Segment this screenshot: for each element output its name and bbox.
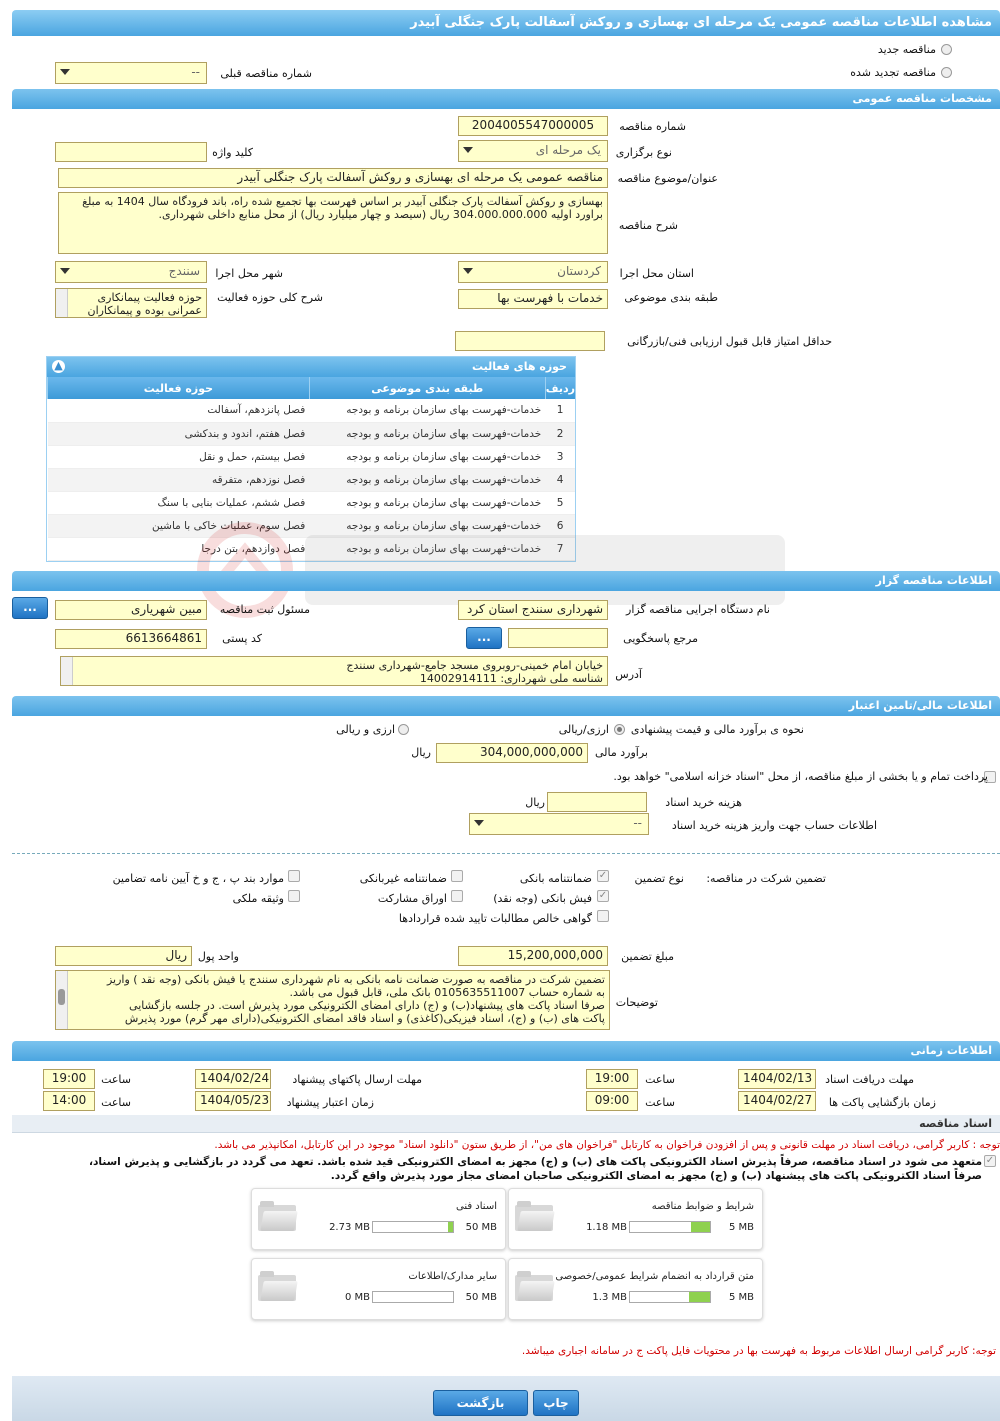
row-category: خدمات-فهرست بهای سازمان برنامه و بودجه: [309, 445, 545, 468]
upload-progress: [629, 1221, 711, 1233]
category-field: خدمات با فهرست بها: [458, 289, 608, 309]
print-button[interactable]: چاپ: [533, 1390, 579, 1416]
reference-label: مرجع پاسخگویی: [623, 632, 698, 645]
file-size: 2.73 MB: [329, 1222, 370, 1233]
row-number: 6: [545, 514, 575, 537]
valid-date: 1404/05/23: [195, 1091, 271, 1111]
valid-label: زمان اعتبار پیشنهاد: [286, 1096, 374, 1109]
row-category: خدمات-فهرست بهای سازمان برنامه و بودجه: [309, 399, 545, 422]
file-name: اسناد فنی: [456, 1201, 497, 1212]
renewed-tender-label: مناقصه تجدید شده: [850, 66, 936, 79]
docs-note2: توجه: کاربر گرامی ارسال اطلاعات مربوط به فهرست بها در محتویات فایل پاکت ج در سامانه اجباری میباشد.: [521, 1345, 996, 1357]
open-label: زمان بازگشایی پاکت ها: [828, 1096, 936, 1109]
row-field: فصل بیستم، حمل و نقل: [48, 445, 310, 468]
general-section-header: مشخصات مناقصه عمومی: [12, 89, 1000, 109]
table-row[interactable]: [48, 468, 576, 491]
activity-header: حوزه های فعالیت ▲: [47, 357, 575, 377]
province-select[interactable]: کردستان: [458, 261, 608, 283]
row-category: خدمات-فهرست بهای سازمان برنامه و بودجه: [309, 468, 545, 491]
items-bpj-checkbox[interactable]: [288, 870, 300, 882]
table-row[interactable]: [48, 445, 576, 468]
table-row[interactable]: [48, 399, 576, 422]
row-category: خدمات-فهرست بهای سازمان برنامه و بودجه: [309, 491, 545, 514]
commitment-line2: صرفاً اسناد الکترونیکی پاکت های پیشنهاد (ب) و (ج) مجهز به امضای الکترونیکی صاحبان امضای مجاز مورد پذیرش واقع گردد.: [330, 1170, 982, 1182]
address-field: خیابان امام خمینی-روبروی مسجد جامع-شهرداری سنندج شناسه ملی شهرداری: 14002914111: [60, 656, 608, 686]
notes-field: تضمین شرکت در مناقصه به صورت ضمانت نامه بانکی به نام شهرداری سنندج یا فیش بانکی (وجه نقد ) واریز به شماره حساب 0105635511007 بانک ملی، قابل قبول می باشد. صرفا اسناد پاکت های پیشنهاد(ب) و (ج) دارای امضای الکترونیکی مورد پذیرش است. در جلسه بازگشایی پاکت های (ب) و (ج)، اسناد فیزیکی(کاغذی) و اسناد فاقد امضای الکترونیکی(دارای مهر گرم) مورد پذیرش: [55, 970, 610, 1030]
registrar-field: مبین شهریاری: [55, 600, 207, 620]
reference-field[interactable]: [508, 628, 608, 648]
type-label: نوع برگزاری: [615, 146, 672, 159]
file-size: 1.18 MB: [586, 1222, 627, 1233]
commitment-line1: متعهد می شود در اسناد مناقصه، صرفاً پذیرش اسناد الکترونیکی پاکت های (ب) و (ج) مجهز به امضای الکترونیکی قید شده باشد. تعهد می گردد در بازگشایی و پذیرش اسناد،: [88, 1156, 982, 1168]
account-select[interactable]: --: [469, 813, 649, 835]
postal-label: کد پستی: [222, 632, 262, 645]
row-number: 3: [545, 445, 575, 468]
docs-note: توجه : کاربر گرامی، دریافت اسناد در مهلت قانونی و پس از افزودن فراخوان به کارتابل "فراخوان های من"، از طریق ستون "دانلود اسناد" موجود در این کارتابل، امکانپذیر می باشد.: [214, 1139, 1000, 1151]
category-label: طبقه بندی موضوعی: [624, 291, 718, 304]
col-row[interactable]: ردیف: [545, 377, 575, 399]
description-label: شرح مناقصه: [618, 219, 678, 232]
prev-number-select[interactable]: --: [55, 62, 207, 84]
subject-field: مناقصه عمومی یک مرحله ای بهسازی و روکش آسفالت پارک جنگلی آبیدر: [58, 168, 608, 188]
finance-divider: [12, 853, 1000, 854]
doc-cost-unit: ریال: [525, 796, 545, 809]
upload-progress-fill: [689, 1292, 710, 1302]
upload-progress: [372, 1291, 454, 1303]
rial-label: ارزی/ریالی: [558, 723, 609, 736]
receive-date: 1404/02/13: [738, 1069, 816, 1089]
notes-label: توضیحات: [615, 996, 658, 1009]
net-claims-label: گواهی خالص مطالبات تایید شده قراردادها: [398, 912, 592, 925]
open-time: 09:00: [586, 1091, 638, 1111]
row-number: 2: [545, 422, 575, 445]
open-time-label: ساعت: [645, 1096, 675, 1109]
upload-progress-fill: [448, 1222, 453, 1232]
notes-scroll-thumb[interactable]: [58, 989, 65, 1005]
receive-time: 19:00: [586, 1069, 638, 1089]
file-max-size: 50 MB: [465, 1292, 497, 1303]
folder-icon: [258, 1271, 296, 1301]
rial-radio[interactable]: [614, 724, 625, 735]
send-time-label: ساعت: [101, 1073, 131, 1086]
bank-guarantee-label: ضمانتنامه بانکی: [519, 872, 592, 885]
folder-icon: [515, 1201, 553, 1231]
file-box[interactable]: [251, 1188, 506, 1250]
row-field: فصل سوم، عملیات خاکی با ماشین: [48, 514, 310, 537]
fx-label: ارزی و ریالی: [336, 723, 395, 736]
type-select[interactable]: یک مرحله ای: [458, 140, 608, 162]
items-bpj-label: موارد بند پ ، ج و خ آیین نامه تضامین: [112, 872, 284, 885]
organizer-section-header: اطلاعات مناقصه گزار: [12, 571, 1000, 591]
new-tender-radio[interactable]: [941, 44, 952, 55]
upload-progress-fill: [691, 1222, 710, 1232]
folder-icon: [515, 1271, 553, 1301]
notes-scrollbar[interactable]: [56, 971, 68, 1029]
postal-field: 6613664861: [55, 629, 207, 649]
docs-section-header: اسناد مناقصه: [12, 1115, 1000, 1133]
row-number: 4: [545, 468, 575, 491]
row-field: فصل دوازدهم، بتن درجا: [48, 537, 310, 560]
row-number: 7: [545, 537, 575, 560]
file-max-size: 5 MB: [728, 1222, 754, 1233]
city-select[interactable]: سنندج: [55, 261, 207, 283]
file-name: سایر مدارک/اطلاعات: [408, 1271, 497, 1282]
keyword-field[interactable]: [55, 142, 207, 162]
property-label: وثیقه ملکی: [232, 892, 284, 905]
row-field: فصل پانزدهم، آسفالت: [48, 399, 310, 422]
table-row[interactable]: [48, 514, 576, 537]
description-field: بهسازی و روکش آسفالت پارک جنگلی آبیدر بر اساس فهرست بها تجمیع شده راه، باند فرودگاه سال 1404 به مبلغ براورد اولیه 304.000.000.000 ریال (سیصد و چهار میلیارد ریال) از محل منابع داخلی شهرداری.: [58, 192, 608, 254]
min-score-label: حداقل امتیاز قابل قبول ارزیابی فنی/بازرگانی: [627, 335, 832, 348]
file-box[interactable]: [508, 1188, 763, 1250]
table-row[interactable]: [48, 491, 576, 514]
property-checkbox[interactable]: [288, 890, 300, 902]
guarantee-type-label: نوع تضمین: [634, 872, 684, 885]
row-category: خدمات-فهرست بهای سازمان برنامه و بودجه: [309, 422, 545, 445]
estimate-field: 304,000,000,000: [436, 743, 588, 763]
estimate-label: برآورد مالی: [595, 746, 648, 759]
collapse-icon[interactable]: ▲: [52, 360, 65, 373]
treasury-text: پرداخت تمام و یا بخشی از مبلغ مناقصه، از محل "اسناد خزانه اسلامی" خواهد بود.: [613, 770, 988, 783]
send-time: 19:00: [43, 1069, 95, 1089]
currency-unit-field: ریال: [55, 946, 192, 966]
file-max-size: 50 MB: [465, 1222, 497, 1233]
scope-label: شرح کلی حوزه فعالیت: [217, 291, 323, 304]
upload-progress: [629, 1291, 711, 1303]
registrar-label: مسئول ثبت مناقصه: [219, 603, 310, 616]
doc-cost-field: [547, 792, 647, 812]
row-field: فصل هفتم، اندود و بندکشی: [48, 422, 310, 445]
receipt-label: فیش بانکی (وجه نقد): [493, 892, 592, 905]
org-label: نام دستگاه اجرایی مناقصه گزار: [626, 603, 770, 616]
tender-number-field: 2004005547000005: [458, 116, 608, 136]
upload-progress: [372, 1221, 454, 1233]
commitment-checkbox[interactable]: ✓: [985, 1155, 995, 1166]
valid-time-label: ساعت: [101, 1096, 131, 1109]
file-box[interactable]: [508, 1258, 763, 1320]
activity-table: [47, 377, 575, 561]
city-label: شهر محل اجرا: [215, 267, 283, 280]
amount-label: مبلغ تضمین: [621, 950, 674, 963]
finance-section-header: اطلاعات مالی/تامین اعتبار: [12, 696, 1000, 716]
receive-time-label: ساعت: [645, 1073, 675, 1086]
scope-field: حوزه فعالیت پیمانکاری عمرانی بوده و پیمانکاران: [55, 288, 207, 318]
subject-label: عنوان/موضوع مناقصه: [617, 172, 718, 185]
bank-guarantee-checkbox[interactable]: ✓: [598, 870, 608, 881]
row-field: فصل ششم، عملیات بنایی با سنگ: [48, 491, 310, 514]
file-size: 1.3 MB: [592, 1292, 627, 1303]
amount-field: 15,200,000,000: [458, 946, 608, 966]
tender-number-label: شماره مناقصه: [619, 120, 686, 133]
send-date: 1404/02/24: [195, 1069, 271, 1089]
estimate-currency: ریال: [411, 746, 431, 759]
folder-icon: [258, 1201, 296, 1231]
registrar-lookup-button[interactable]: ...: [12, 597, 48, 619]
valid-time: 14:00: [43, 1091, 95, 1111]
nonbank-guarantee-label: ضمانتنامه غیربانکی: [359, 872, 447, 885]
account-label: اطلاعات حساب جهت واریز هزینه خرید اسناد: [671, 819, 877, 832]
scope-scrollbar[interactable]: [56, 289, 68, 317]
reference-lookup-button[interactable]: ...: [466, 627, 502, 649]
net-claims-checkbox[interactable]: [597, 910, 609, 922]
currency-unit-label: واحد پول: [197, 950, 239, 963]
address-scrollbar[interactable]: [61, 657, 73, 685]
row-field: فصل نوزدهم، متفرقه: [48, 468, 310, 491]
prev-number-label: شماره مناقصه قبلی: [220, 67, 312, 80]
col-field[interactable]: حوزه فعالیت: [48, 377, 310, 399]
send-label: مهلت ارسال پاکتهای پیشنهاد: [292, 1073, 422, 1086]
table-row[interactable]: [48, 422, 576, 445]
org-field: شهرداری سنندج استان کرد: [458, 600, 608, 620]
bonds-checkbox[interactable]: [451, 890, 463, 902]
row-number: 5: [545, 491, 575, 514]
row-category: خدمات-فهرست بهای سازمان برنامه و بودجه: [309, 514, 545, 537]
page-title: مشاهده اطلاعات مناقصه عمومی یک مرحله ای بهسازی و روکش آسفالت پارک جنگلی آبیدر: [12, 10, 1000, 36]
min-score-field: [455, 331, 605, 351]
col-category[interactable]: طبقه بندی موضوعی: [309, 377, 545, 399]
nonbank-guarantee-checkbox[interactable]: [451, 870, 463, 882]
file-box[interactable]: [251, 1258, 506, 1320]
receipt-checkbox[interactable]: ✓: [598, 890, 608, 901]
address-label: آدرس: [615, 668, 642, 681]
receive-label: مهلت دریافت اسناد: [825, 1073, 914, 1086]
fx-radio[interactable]: [398, 724, 409, 735]
new-tender-label: مناقصه جدید: [877, 43, 936, 56]
file-name: شرایط و ضوابط مناقصه: [651, 1201, 754, 1212]
renewed-tender-radio[interactable]: [941, 67, 952, 78]
method-label: نحوه ی برآورد مالی و قیمت پیشنهادی: [630, 723, 804, 736]
open-date: 1404/02/27: [738, 1091, 816, 1111]
row-category: خدمات-فهرست بهای سازمان برنامه و بودجه: [309, 537, 545, 560]
province-label: استان محل اجرا: [619, 267, 694, 280]
guarantee-label: تضمین شرکت در مناقصه:: [706, 872, 826, 885]
timing-section-header: اطلاعات زمانی: [12, 1041, 1000, 1061]
file-name: متن قرارداد به انضمام شرایط عمومی/خصوصی: [555, 1271, 754, 1282]
file-max-size: 5 MB: [728, 1292, 754, 1303]
back-button[interactable]: بازگشت: [433, 1390, 528, 1416]
activity-panel: [46, 356, 576, 562]
file-size: 0 MB: [344, 1292, 370, 1303]
doc-cost-label: هزینه خرید اسناد: [665, 796, 742, 809]
row-number: 1: [545, 399, 575, 422]
table-row[interactable]: [48, 537, 576, 560]
bonds-label: اوراق مشارکت: [377, 892, 447, 905]
keyword-label: کلید واژه: [212, 146, 253, 159]
